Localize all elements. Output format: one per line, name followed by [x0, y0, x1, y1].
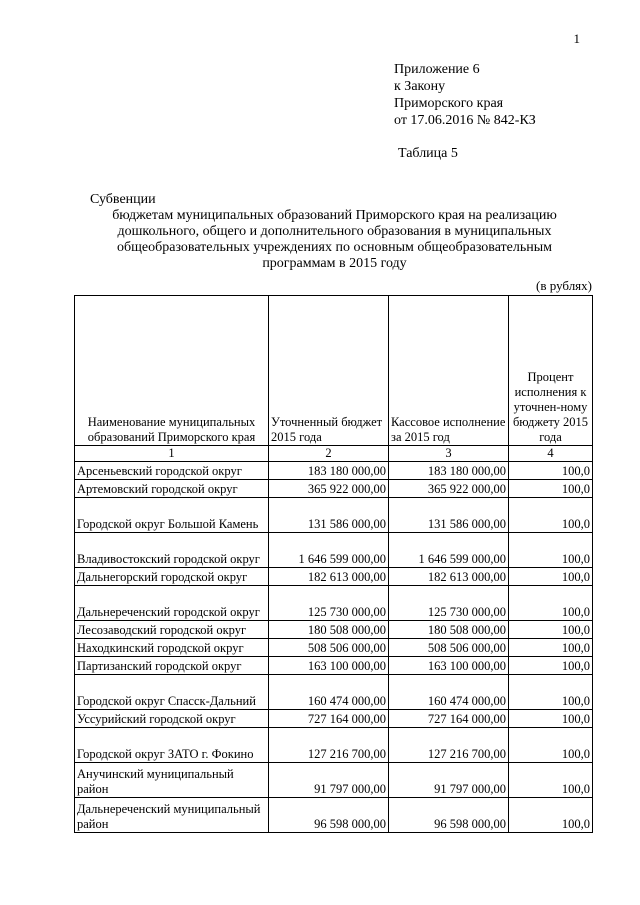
table-row	[75, 498, 593, 533]
row-name: Артемовский городской округ	[75, 480, 269, 498]
row-pct: 100,0	[509, 639, 593, 657]
row-pct: 100,0	[509, 480, 593, 498]
row-name: Дальнереченский городской округ	[75, 586, 269, 621]
table-row	[75, 710, 593, 728]
row-plan: 160 474 000,00	[269, 675, 389, 710]
page-number: 1	[573, 31, 580, 46]
row-pct: 100,0	[509, 657, 593, 675]
row-exec: 125 730 000,00	[389, 586, 509, 621]
row-plan: 508 506 000,00	[269, 639, 389, 657]
table-row	[75, 462, 593, 480]
table-row	[75, 621, 593, 639]
table-row	[75, 568, 593, 586]
row-name: Находкинский городской округ	[75, 639, 269, 657]
row-exec: 1 646 599 000,00	[389, 533, 509, 568]
row-name: Городской округ Спасск-Дальний	[75, 675, 269, 710]
table-row	[75, 675, 593, 710]
row-pct: 100,0	[509, 533, 593, 568]
table-row	[75, 657, 593, 675]
row-plan: 365 922 000,00	[269, 480, 389, 498]
row-plan: 127 216 700,00	[269, 728, 389, 763]
row-plan: 1 646 599 000,00	[269, 533, 389, 568]
row-plan: 182 613 000,00	[269, 568, 389, 586]
row-plan: 96 598 000,00	[269, 798, 389, 833]
column-number: 1	[75, 446, 269, 462]
row-exec: 163 100 000,00	[389, 657, 509, 675]
row-pct: 100,0	[509, 586, 593, 621]
table-row	[75, 533, 593, 568]
column-number: 2	[269, 446, 389, 462]
column-number: 3	[389, 446, 509, 462]
document-description: бюджетам муниципальных образований Приморского края на реализацию дошкольного, общего и дополнительного образования в муниципальных общеобразовательных учреждениях по основным общеобразовательным программам в 2015 году	[112, 208, 557, 271]
row-exec: 183 180 000,00	[389, 462, 509, 480]
header-plan: Уточненный бюджет 2015 года	[269, 296, 389, 446]
row-name: Партизанский городской округ	[75, 657, 269, 675]
table-label: Таблица 5	[398, 146, 458, 161]
row-name: Арсеньевский городской округ	[75, 462, 269, 480]
row-pct: 100,0	[509, 728, 593, 763]
row-exec: 91 797 000,00	[389, 763, 509, 798]
row-pct: 100,0	[509, 498, 593, 533]
row-pct: 100,0	[509, 568, 593, 586]
appendix-block	[394, 61, 536, 129]
appendix-line: Приморского края	[394, 96, 504, 111]
header-name: Наименование муниципальных образований Приморского края	[75, 296, 269, 446]
document-title: Субвенции	[90, 192, 156, 207]
table-header-row	[75, 296, 593, 446]
row-exec: 365 922 000,00	[389, 480, 509, 498]
table-row	[75, 639, 593, 657]
row-plan: 163 100 000,00	[269, 657, 389, 675]
table-row	[75, 728, 593, 763]
row-name: Владивостокский городской округ	[75, 533, 269, 568]
row-exec: 131 586 000,00	[389, 498, 509, 533]
row-plan: 183 180 000,00	[269, 462, 389, 480]
row-exec: 96 598 000,00	[389, 798, 509, 833]
table-row	[75, 763, 593, 798]
row-exec: 182 613 000,00	[389, 568, 509, 586]
row-name: Анучинский муниципальный район	[75, 763, 269, 798]
row-exec: 127 216 700,00	[389, 728, 509, 763]
column-number: 4	[509, 446, 593, 462]
header-exec: Кассовое исполнение за 2015 год	[389, 296, 509, 446]
row-exec: 508 506 000,00	[389, 639, 509, 657]
table-row	[75, 480, 593, 498]
row-name: Лесозаводский городской округ	[75, 621, 269, 639]
column-number-row	[75, 446, 593, 462]
row-name: Уссурийский городской округ	[75, 710, 269, 728]
row-pct: 100,0	[509, 710, 593, 728]
row-pct: 100,0	[509, 798, 593, 833]
row-name: Городской округ Большой Камень	[75, 498, 269, 533]
row-name: Дальнегорский городской округ	[75, 568, 269, 586]
appendix-line: Приложение 6	[394, 62, 480, 77]
row-name: Городской округ ЗАТО г. Фокино	[75, 728, 269, 763]
row-exec: 180 508 000,00	[389, 621, 509, 639]
appendix-line: к Закону	[394, 79, 446, 94]
table-row	[75, 586, 593, 621]
row-pct: 100,0	[509, 462, 593, 480]
units-label: (в рублях)	[536, 278, 592, 293]
row-exec: 160 474 000,00	[389, 675, 509, 710]
appendix-line: от 17.06.2016 № 842-КЗ	[394, 113, 536, 128]
row-pct: 100,0	[509, 621, 593, 639]
row-plan: 91 797 000,00	[269, 763, 389, 798]
row-plan: 180 508 000,00	[269, 621, 389, 639]
row-pct: 100,0	[509, 675, 593, 710]
row-plan: 125 730 000,00	[269, 586, 389, 621]
row-pct: 100,0	[509, 763, 593, 798]
budget-table	[74, 295, 593, 833]
table-row	[75, 798, 593, 833]
row-plan: 131 586 000,00	[269, 498, 389, 533]
row-plan: 727 164 000,00	[269, 710, 389, 728]
row-name: Дальнереченский муниципальный район	[75, 798, 269, 833]
row-exec: 727 164 000,00	[389, 710, 509, 728]
header-pct: Процент исполнения к уточнен-ному бюджету 2015 года	[509, 296, 593, 446]
